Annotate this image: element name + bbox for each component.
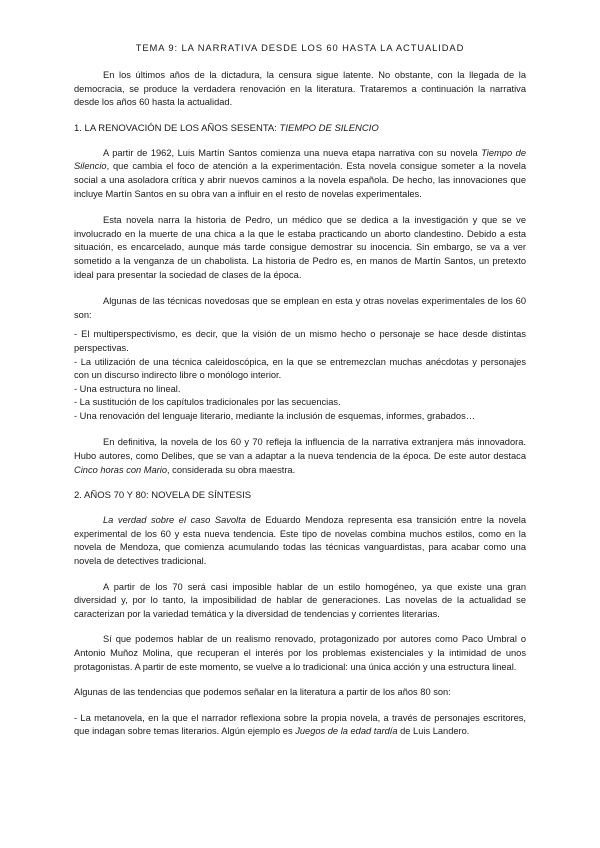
list-item: - Una estructura no lineal. [74, 383, 181, 394]
list-item: - La utilización de una técnica caleidoscópica, en la que se entremezclan muchas anécdotas y personajes con un discurso indirecto libre o monólogo interior. [74, 356, 526, 381]
text-run: , considerada su obra maestra. [167, 464, 296, 475]
text-run: , que cambia el foco de atención a la experimentación. Esta novela consigue someter a la novela social a una asoladora crítica y abrir nuevos caminos a la novela española. De hecho, las innovaciones que incluye Martín Santos en su obra van a influir en el resto de novelas experimentales. [74, 161, 526, 199]
techniques-list [74, 328, 526, 423]
section-1-heading [74, 122, 526, 135]
list-item: - El multiperspectivismo, es decir, que la visión de un mismo hecho o personaje se hace desde distintas perspectivas. [74, 329, 526, 353]
book-title: Cinco horas con Mario [74, 464, 168, 475]
intro-paragraph: En los últimos años de la dictadura, la censura sigue latente. No obstante, con la llegada de la democracia, se produce la verdadera renovación en la literatura. Trataremos a continuación la narrativa desde los años 60 hasta la actualidad. [74, 70, 526, 108]
section-1-heading-text: 1. LA RENOVACIÓN DE LOS AÑOS SESENTA: [74, 122, 280, 134]
book-title: Tiempo de Silencio [74, 147, 527, 172]
text-run: - La metanovela, en la que el narrador reflexiona sobre la propia novela, a través de personajes escritores, que indagan sobre temas literarios. Algún ejemplo es [74, 712, 526, 737]
section-2-paragraph-1 [74, 514, 526, 568]
book-title: Juegos de la edad tardía [295, 726, 398, 737]
section-2-paragraph-3: Sí que podemos hablar de un realismo renovado, protagonizado por autores como Paco Umbral o Antonio Muñoz Molina, que recuperan el interés por los problemas existenciales y la intimidad de unos protagonistas. A partir de este momento, se vuelve a lo tradicional: una única acción y una estructura lineal. [74, 634, 526, 672]
section-2-heading: 2. AÑOS 70 Y 80: NOVELA DE SÍNTESIS [74, 490, 252, 502]
text-run: En definitiva, la novela de los 60 y 70 refleja la influencia de la narrativa extranjera más innovadora. Hubo autores, como Delibes, que se van a adaptar a la nueva tendencia de la época. De este autor destaca [74, 437, 526, 462]
section-2-paragraph-4: Algunas de las tendencias que podemos señalar en la literatura a partir de los años 80 son: [74, 687, 451, 698]
list-item: - Una renovación del lenguaje literario, mediante la inclusión de esquemas, informes, grabados… [74, 410, 476, 421]
text-run: de Eduardo Mendoza representa esa transición entre la novela experimental de los 60 y esta nueva tendencia. Este tipo de novelas combina muchos estilos, como en la novela de Mendoza, que comienza acumulando todas las técnicas vanguardistas, para acabar como una novela de detectives tradicional. [74, 515, 526, 567]
section-2-paragraph-2: A partir de los 70 será casi imposible hablar de un estilo homogéneo, ya que existe una gran diversidad y, por lo tanto, la imposibilidad de hablar de generaciones. Las novelas de la actualidad se caracterizan por la variedad temática y la diversidad de tendencias y corrientes literarias. [74, 581, 526, 619]
section-1-heading-italic: TIEMPO DE SILENCIO [279, 122, 379, 134]
book-title: La verdad sobre el caso Savolta [103, 515, 246, 526]
text-run: de Luis Landero. [397, 726, 470, 737]
section-1-paragraph-3: Algunas de las técnicas novedosas que se emplean en esta y otras novelas experimentales de los 60 son: [74, 296, 526, 320]
page-title: TEMA 9: LA NARRATIVA DESDE LOS 60 HASTA LA ACTUALIDAD [135, 42, 465, 53]
list-item: - La sustitución de los capítulos tradicionales por las secuencias. [74, 397, 341, 408]
section-2-paragraph-5 [74, 712, 526, 739]
text-run: A partir de 1962, Luis Martín Santos comienza una nueva etapa narrativa con su novela [103, 147, 482, 158]
section-1-paragraph-2: Esta novela narra la historia de Pedro, un médico que se dedica a la investigación y que se ve involucrado en la muerte de una chica a la que le estaba practicando un aborto clandestino. Debido a esta situación, es encarcelado, aunque más tarde consigue demostrar su inocencia. Sin embargo, se va a ver sometido a la venganza de un chabolista. La historia de Pedro es, en manos de Martín Santos, un pretexto ideal para presentar la sociedad de clases de la época. [74, 215, 526, 280]
section-1-paragraph-4 [74, 436, 526, 477]
section-1-paragraph-1 [74, 147, 526, 201]
